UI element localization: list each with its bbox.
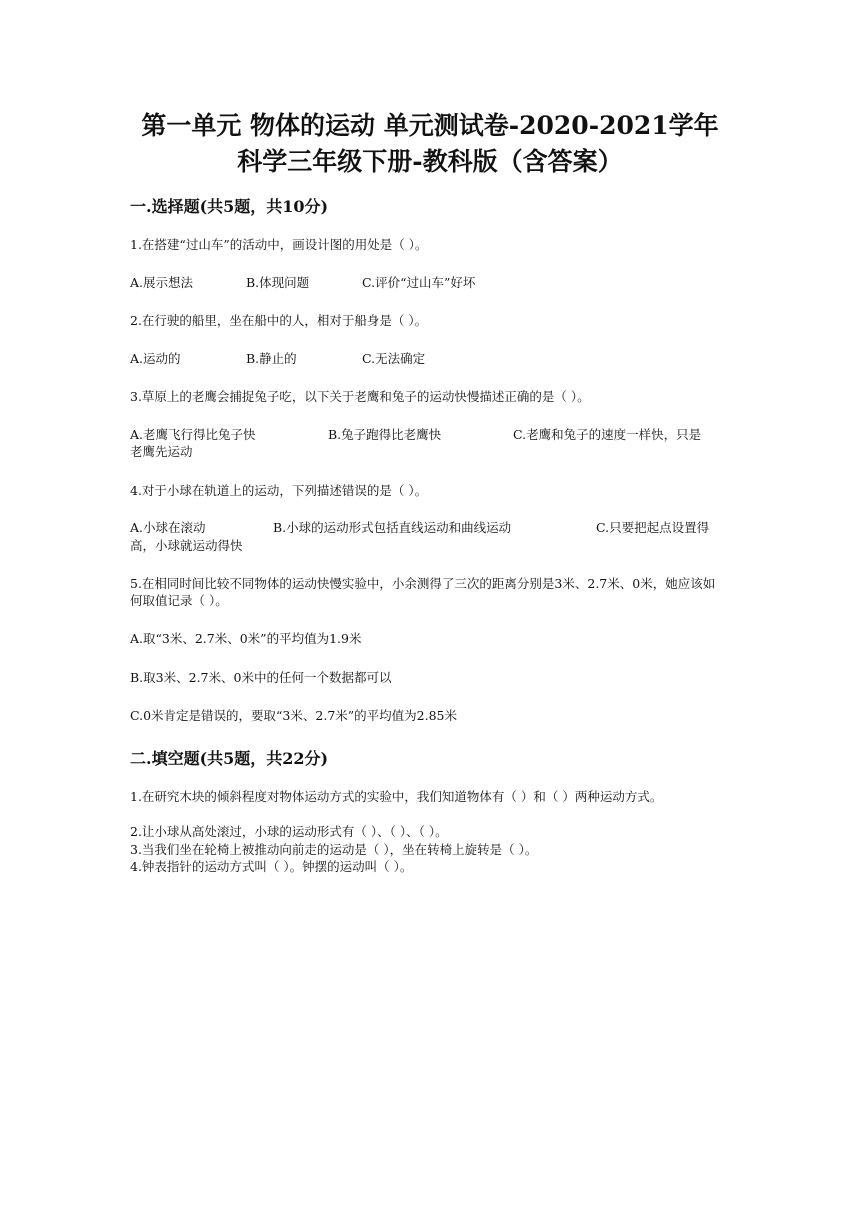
question-3-option-c-continued: 老鹰先运动 (130, 444, 193, 459)
question-3-option-a: A.老鹰飞行得比兔子快 (130, 427, 256, 442)
question-3-text: 3.草原上的老鹰会捕捉兔子吃，以下关于老鹰和兔子的运动快慢描述正确的是（ ）。 (130, 389, 590, 404)
question-5-option-b: B.取3米、2.7米、0米中的任何一个数据都可以 (130, 670, 392, 685)
question-2-text: 2.在行驶的船里，坐在船中的人，相对于船身是（ ）。 (130, 313, 428, 328)
section-heading-fill-in-blank: 二.填空题(共5题，共22分) (130, 749, 329, 768)
question-1-option-b: B.体现问题 (246, 275, 310, 290)
question-4-option-a: A.小球在滚动 (130, 520, 206, 535)
question-4-option-b: B.小球的运动形式包括直线运动和曲线运动 (273, 520, 512, 535)
exam-title-line-2: 科学三年级下册-教科版（含答案） (237, 147, 623, 176)
question-5-option-c: C.0米肯定是错误的，要取“3米、2.7米”的平均值为2.85米 (130, 708, 457, 723)
question-2-option-b: B.静止的 (246, 351, 297, 366)
question-4-text: 4.对于小球在轨道上的运动，下列描述错误的是（ ）。 (130, 483, 428, 498)
question-1-option-a: A.展示想法 (130, 275, 194, 290)
fill-item-4: 4.钟表指针的运动方式叫（ ）。钟摆的运动叫（ ）。 (130, 859, 413, 874)
question-2-option-c: C.无法确定 (362, 351, 426, 366)
question-3-option-b: B.兔子跑得比老鹰快 (328, 427, 442, 442)
question-5-text: 5.在相同时间比较不同物体的运动快慢实验中，小余测得了三次的距离分别是3米、2.7米、0米，她应该如何取值记录（ ）。 (130, 576, 716, 608)
question-2-option-a: A.运动的 (130, 351, 181, 366)
question-1-text: 1.在搭建“过山车”的活动中，画设计图的用处是（ ）。 (130, 237, 428, 252)
fill-item-2: 2.让小球从高处滚过，小球的运动形式有（ ）、（ ）、（ ）。 (130, 824, 448, 839)
question-4-option-c: C.只要把起点设置得 (596, 520, 710, 535)
question-5-option-a: A.取“3米、2.7米、0米”的平均值为1.9米 (130, 631, 362, 646)
question-1-option-c: C.评价“过山车”好坏 (362, 275, 476, 290)
fill-item-3: 3.当我们坐在轮椅上被推动向前走的运动是（ ），坐在转椅上旋转是（ ）。 (130, 842, 538, 857)
exam-title-line-1: 第一单元 物体的运动 单元测试卷-2020-2021学年 (141, 111, 719, 140)
question-4-option-c-continued: 高，小球就运动得快 (130, 538, 243, 553)
fill-item-1: 1.在研究木块的倾斜程度对物体运动方式的实验中，我们知道物体有（ ）和（ ）两种运动方式。 (130, 789, 663, 804)
question-3-option-c: C.老鹰和兔子的速度一样快，只是 (513, 427, 702, 442)
section-heading-multiple-choice: 一.选择题(共5题，共10分) (130, 197, 329, 216)
